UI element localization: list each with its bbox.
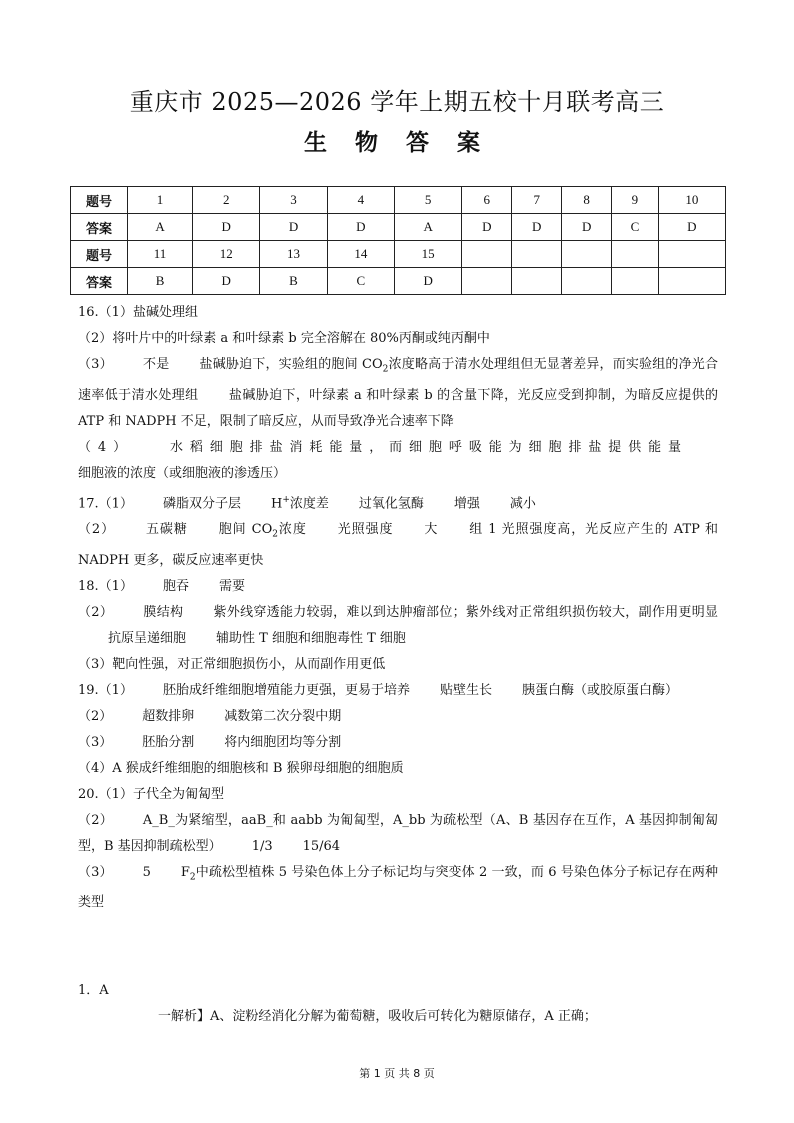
- q16-3-answer2: 盐碱胁迫下，实验组的胞间 CO: [199, 357, 383, 372]
- analysis-section: [78, 978, 718, 1030]
- superscript-plus: +: [282, 494, 290, 505]
- answer-table: [70, 186, 726, 295]
- q19-1-b: 贴壁生长: [439, 682, 492, 698]
- q18-line1: [78, 574, 718, 600]
- answer-table-cell: D: [327, 214, 394, 241]
- q20-3-b2: 中疏松型植株 5 号染色体上分子标记均与突变体 2 一致，而 6 号染色体分子标记存在两种类型: [78, 864, 718, 911]
- q19-2-a: 超数排卵: [142, 708, 195, 724]
- subscript-2: 2: [189, 872, 196, 883]
- answer-table-header-cell: 答案: [71, 214, 128, 241]
- q17-2-b2: 浓度: [278, 521, 307, 537]
- q17-1-a: 磷脂双分子层: [162, 495, 241, 511]
- q17-2-c: 光照强度: [336, 521, 394, 537]
- q20-3-b: F: [180, 864, 190, 880]
- q19-line3: [78, 730, 718, 756]
- q18-line3: （3）靶向性强，对正常细胞损伤小，从而副作用更低: [78, 656, 386, 672]
- q18-2-d: 抗原呈递细胞: [108, 630, 187, 646]
- answer-table-cell: 5: [394, 187, 461, 214]
- q16-line3: [78, 352, 718, 435]
- answer-table-row: [71, 241, 726, 268]
- q20-3-label: （3）: [78, 864, 113, 880]
- q17-2-d: 大: [423, 521, 439, 537]
- q19-3-b: 将内细胞团均等分割: [224, 734, 342, 750]
- answer-table-cell: B: [128, 268, 193, 295]
- answer-table-cell: A: [128, 214, 193, 241]
- answer-table-cell: [658, 268, 725, 295]
- answer-table-cell: 14: [327, 241, 394, 268]
- answer-table-cell: 2: [193, 187, 260, 214]
- q19-3-a: 胚胎分割: [142, 734, 195, 750]
- q17-2-label: （2）: [78, 521, 116, 537]
- analysis-number: 1．A: [78, 983, 109, 998]
- answer-table-cell: 10: [658, 187, 725, 214]
- q20-line1: 20.（1）子代全为匍匐型: [78, 786, 224, 802]
- q17-1-label: 17.（1）: [78, 495, 133, 511]
- q16-line4: [78, 435, 718, 487]
- q17-1-b2: 浓度差: [289, 495, 329, 511]
- answer-table-cell: D: [193, 214, 260, 241]
- q16-3-label: （3）: [78, 357, 113, 372]
- q17-line1: [78, 487, 718, 517]
- page-footer: 第 1 页 共 8 页: [359, 1067, 435, 1080]
- q20-2-a: A_B_为紧缩型，aaB_和 aabb 为匍匐型，A_bb 为疏松型（A、B 基因存在互作，A 基因抑制匍匐型，B 基因抑制疏松型）: [78, 812, 718, 854]
- q18-2-e: 辅助性 T 细胞和细胞毒性 T 细胞: [216, 630, 406, 646]
- answer-table-cell: 12: [193, 241, 260, 268]
- answer-table-cell: 4: [327, 187, 394, 214]
- q20-2-c: 15/64: [302, 838, 341, 854]
- q16-4-label: （4）: [78, 439, 134, 455]
- answer-table-row: [71, 268, 726, 295]
- q16-line2: （2）将叶片中的叶绿素 a 和叶绿素 b 完全溶解在 80%丙酮或纯丙酮中: [78, 331, 490, 346]
- q16-3-answer3: 盐碱胁迫下，叶绿素 a 和叶绿素 b 的含量下降，光反应受到抑制，为暗反应提供的 ATP 和 NADPH 不足，限制了暗反应，从而导致净光合速率下降: [78, 387, 718, 429]
- q17-1-c: 过氧化氢酶: [358, 495, 424, 511]
- q19-2-label: （2）: [78, 708, 113, 724]
- answer-table-cell: 15: [394, 241, 461, 268]
- answer-table-cell: [562, 241, 612, 268]
- answer-body: [78, 300, 718, 916]
- page-subtitle: 生 物 答 案: [303, 129, 491, 156]
- answer-table-cell: [512, 241, 562, 268]
- q16-4-answer1: 水稻细胞排盐消耗能量，而细胞呼吸能为细胞排盐提供能量: [163, 439, 688, 455]
- q19-line2: [78, 704, 718, 730]
- page-title: 重庆市 2025—2026 学年上期五校十月联考高三: [129, 88, 665, 116]
- answer-table-cell: [562, 268, 612, 295]
- answer-table-cell: 8: [562, 187, 612, 214]
- answer-table-cell: 3: [260, 187, 327, 214]
- q16-line1: 16.（1）盐碱处理组: [78, 305, 198, 320]
- answer-table-cell: D: [193, 268, 260, 295]
- q18-2-a: 膜结构: [143, 604, 184, 620]
- q18-2-label: （2）: [78, 604, 114, 620]
- q18-line2: [78, 600, 718, 652]
- answer-table-cell: D: [562, 214, 612, 241]
- answer-table-row: [71, 214, 726, 241]
- answer-table-cell: [612, 268, 659, 295]
- q20-line3: [78, 860, 718, 917]
- q20-line2: [78, 808, 718, 860]
- q17-1-e: 减小: [509, 495, 536, 511]
- answer-table-header-cell: 题号: [71, 241, 128, 268]
- answer-table-cell: 1: [128, 187, 193, 214]
- answer-table-cell: 9: [612, 187, 659, 214]
- q19-line4: （4）A 猴成纤维细胞的细胞核和 B 猴卵母细胞的细胞质: [78, 760, 404, 776]
- q19-2-b: 减数第二次分裂中期: [224, 708, 342, 724]
- q17-2-b: 胞间 CO: [217, 521, 273, 537]
- answer-table-cell: A: [394, 214, 461, 241]
- answer-table-cell: [462, 241, 512, 268]
- answer-table-cell: 7: [512, 187, 562, 214]
- answer-table-cell: 13: [260, 241, 327, 268]
- answer-table-header-cell: 答案: [71, 268, 128, 295]
- answer-table-header-cell: 题号: [71, 187, 128, 214]
- answer-table-cell: 11: [128, 241, 193, 268]
- q19-1-label: 19.（1）: [78, 682, 133, 698]
- q16-3-answer2b: 浓度略高于清水处理组但无显著差异，而实验组的净光合速率低于清水处理组: [78, 357, 718, 403]
- answer-table-cell: [658, 241, 725, 268]
- q19-1-c: 胰蛋白酶（或胶原蛋白酶）: [521, 682, 678, 698]
- q17-2-a: 五碳糖: [145, 521, 188, 537]
- q20-2-label: （2）: [78, 812, 113, 828]
- q18-1-a: 胞吞: [162, 578, 189, 594]
- q18-2-c: 紫外线对正常组织损伤较大，副作用更明显: [465, 604, 718, 620]
- q18-1-b: 需要: [218, 578, 245, 594]
- q17-1-d: 增强: [453, 495, 480, 511]
- q19-1-a: 胚胎成纤维细胞增殖能力更强，更易于培养: [162, 682, 410, 698]
- answer-table-cell: [462, 268, 512, 295]
- q16-4-answer2: 细胞液的浓度（或细胞液的渗透压）: [78, 465, 287, 481]
- q20-3-a: 5: [142, 864, 151, 880]
- q18-2-b: 紫外线穿透能力较弱，难以到达肿瘤部位；: [213, 604, 466, 620]
- subscript-2: 2: [382, 364, 389, 375]
- q17-1-b: H: [270, 495, 283, 511]
- q17-2-e: 组 1 光照强度高，光反应产生的 ATP 和 NADPH 更多，碳反应速率更快: [78, 521, 718, 568]
- answer-table-cell: [512, 268, 562, 295]
- answer-table-cell: C: [612, 214, 659, 241]
- q16-3-answer1: 不是: [142, 357, 170, 372]
- answer-table-cell: C: [327, 268, 394, 295]
- answer-table-cell: D: [394, 268, 461, 295]
- q20-2-b: 1/3: [251, 838, 273, 854]
- answer-table-cell: [612, 241, 659, 268]
- analysis-text: 一解析】A、淀粉经消化分解为葡萄糖，吸收后可转化为糖原储存，A 正确；: [158, 1009, 597, 1024]
- answer-table-cell: 6: [462, 187, 512, 214]
- q17-line2: [78, 517, 718, 574]
- answer-table-cell: D: [512, 214, 562, 241]
- answer-table-row: [71, 187, 726, 214]
- subscript-2: 2: [272, 529, 278, 540]
- q19-line1: [78, 678, 718, 704]
- answer-table-cell: D: [462, 214, 512, 241]
- answer-table-cell: D: [260, 214, 327, 241]
- q18-1-label: 18.（1）: [78, 578, 133, 594]
- answer-table-cell: D: [658, 214, 725, 241]
- answer-table-cell: B: [260, 268, 327, 295]
- q19-3-label: （3）: [78, 734, 113, 750]
